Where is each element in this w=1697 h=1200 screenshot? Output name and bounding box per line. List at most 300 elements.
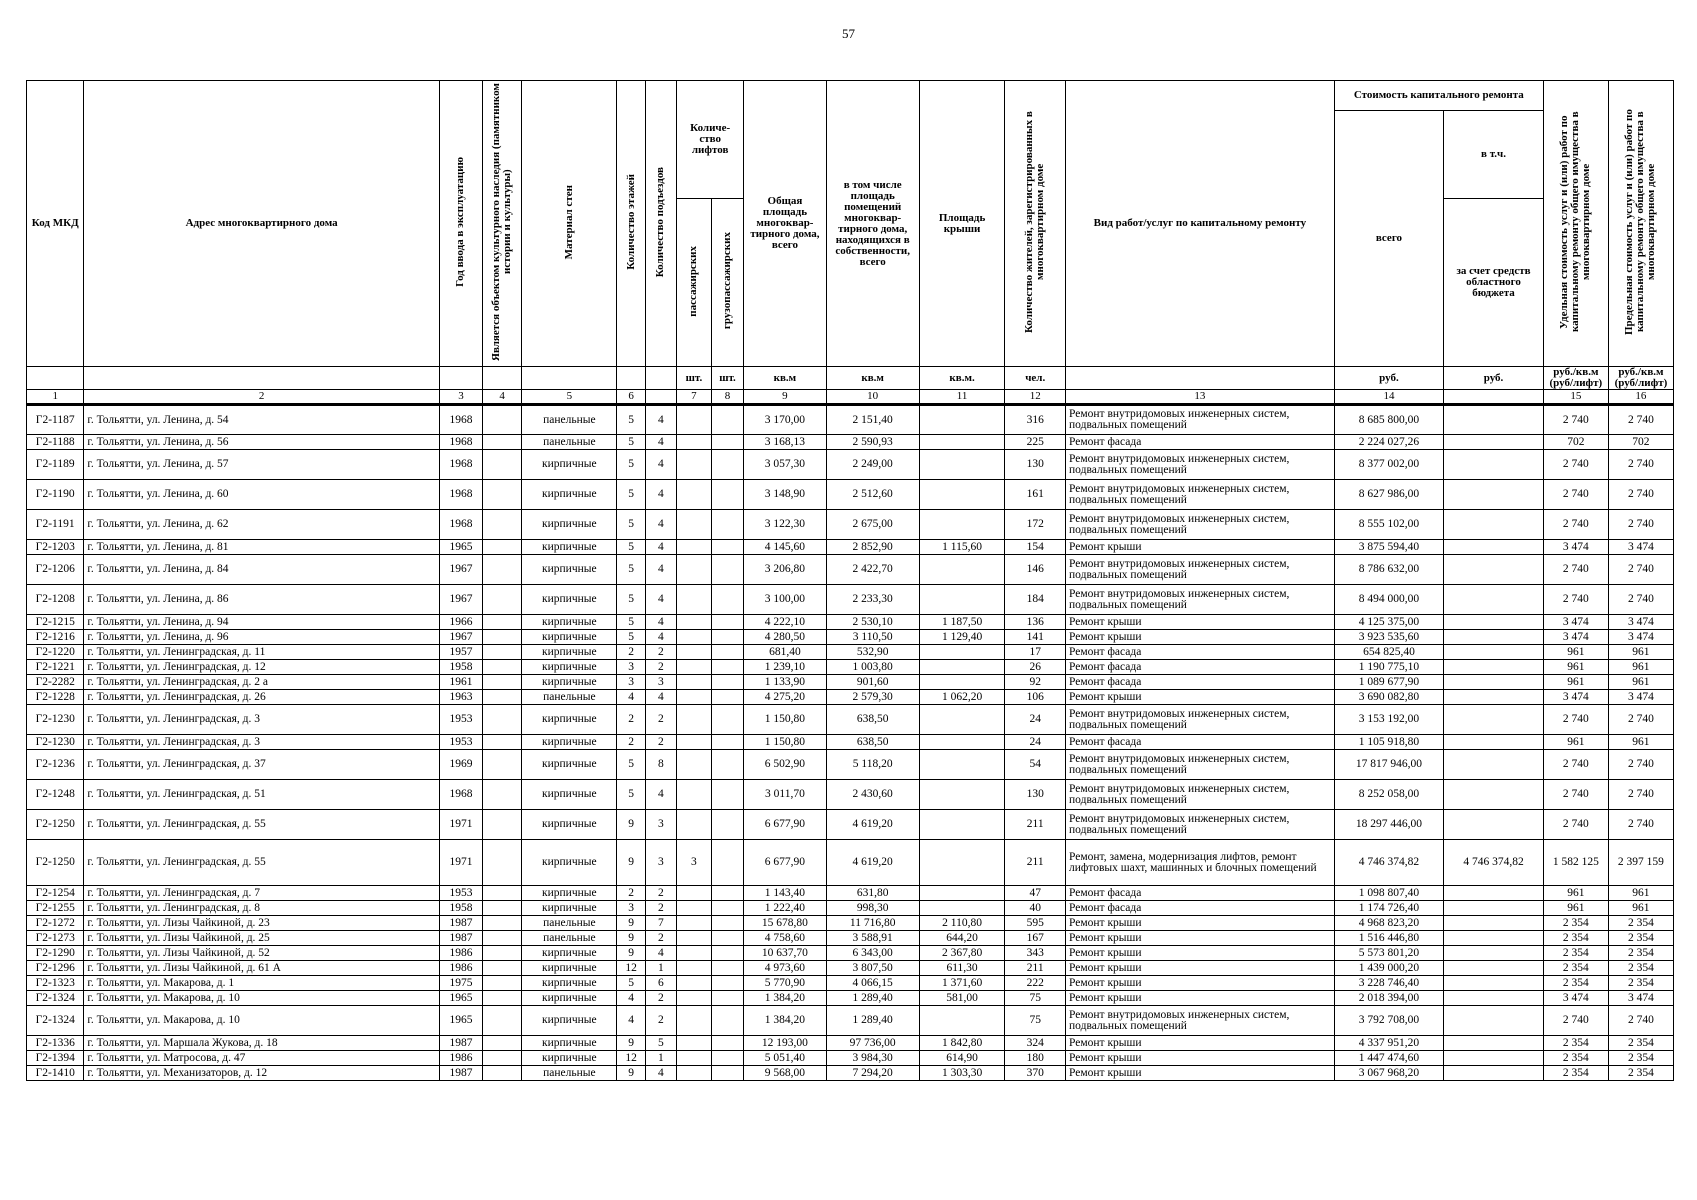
cell-heritage [483, 810, 522, 840]
cell-lifts-passenger [677, 690, 712, 705]
cell-cost-total: 8 377 002,00 [1334, 450, 1443, 480]
cell-cost-total: 1 439 000,20 [1334, 961, 1443, 976]
table-row [27, 1066, 1674, 1081]
cell-year: 1987 [439, 916, 482, 931]
cell-unit-cost: 702 [1543, 435, 1608, 450]
cell-area-total: 1 150,80 [744, 705, 826, 735]
cell-roof-area: 1 303,30 [919, 1066, 1005, 1081]
cell-lifts-passenger [677, 976, 712, 991]
cell-area-total: 1 150,80 [744, 735, 826, 750]
cell-lifts-passenger [677, 435, 712, 450]
cell-cost-regional [1444, 540, 1544, 555]
cell-walls: кирпичные [522, 901, 617, 916]
cell-work-type: Ремонт фасада [1066, 660, 1335, 675]
cell-area-owned: 631,80 [826, 886, 919, 901]
cell-residents: 54 [1005, 750, 1066, 780]
repair-register-table [26, 80, 1674, 1081]
cell-year: 1967 [439, 630, 482, 645]
cell-code: Г2-1394 [27, 1051, 84, 1066]
cell-entrances: 2 [645, 705, 676, 735]
cell-heritage [483, 615, 522, 630]
table-row [27, 931, 1674, 946]
cell-address: г. Тольятти, ул. Ленина, д. 84 [84, 555, 439, 585]
cell-area-total: 3 170,00 [744, 405, 826, 435]
cell-floors: 4 [617, 690, 645, 705]
cell-unit-cost: 2 740 [1543, 780, 1608, 810]
cell-unit-cost: 2 740 [1543, 450, 1608, 480]
cell-code: Г2-1216 [27, 630, 84, 645]
cell-roof-area [919, 585, 1005, 615]
cell-work-type: Ремонт крыши [1066, 615, 1335, 630]
table-row [27, 840, 1674, 886]
header-lifts-passenger: пассажирских [677, 199, 712, 367]
cell-walls: кирпичные [522, 585, 617, 615]
cell-heritage [483, 886, 522, 901]
cell-work-type: Ремонт фасада [1066, 675, 1335, 690]
unit-residents: чел. [1005, 367, 1066, 390]
cell-cost-total: 1 105 918,80 [1334, 735, 1443, 750]
cell-unit-cost: 961 [1543, 645, 1608, 660]
cell-area-owned: 3 110,50 [826, 630, 919, 645]
cell-cost-regional [1444, 675, 1544, 690]
cell-lifts-passenger [677, 780, 712, 810]
table-row [27, 555, 1674, 585]
cell-floors: 9 [617, 810, 645, 840]
cell-address: г. Тольятти, ул. Ленина, д. 62 [84, 510, 439, 540]
cell-roof-area: 1 115,60 [919, 540, 1005, 555]
cell-heritage [483, 645, 522, 660]
cell-address: г. Тольятти, ул. Ленинградская, д. 8 [84, 901, 439, 916]
cell-roof-area [919, 780, 1005, 810]
cell-entrances: 4 [645, 555, 676, 585]
cell-entrances: 4 [645, 615, 676, 630]
cell-roof-area [919, 405, 1005, 435]
cell-code: Г2-1324 [27, 1006, 84, 1036]
cell-lifts-passenger: 3 [677, 840, 712, 886]
column-number: 9 [744, 390, 826, 405]
cell-year: 1969 [439, 750, 482, 780]
cell-work-type: Ремонт крыши [1066, 1036, 1335, 1051]
cell-walls: панельные [522, 916, 617, 931]
cell-floors: 2 [617, 705, 645, 735]
cell-entrances: 4 [645, 540, 676, 555]
cell-limit-cost: 2 354 [1608, 916, 1673, 931]
cell-lifts-passenger [677, 946, 712, 961]
cell-code: Г2-1272 [27, 916, 84, 931]
cell-code: Г2-1323 [27, 976, 84, 991]
cell-unit-cost: 2 354 [1543, 946, 1608, 961]
unit-cell [439, 367, 482, 390]
header-year: Год ввода в эксплуатацию [439, 81, 482, 367]
cell-work-type: Ремонт внутридомовых инженерных систем, подвальных помещений [1066, 585, 1335, 615]
cell-area-total: 12 193,00 [744, 1036, 826, 1051]
cell-area-total: 4 145,60 [744, 540, 826, 555]
cell-year: 1975 [439, 976, 482, 991]
cell-work-type: Ремонт внутридомовых инженерных систем, подвальных помещений [1066, 750, 1335, 780]
cell-cost-total: 4 337 951,20 [1334, 1036, 1443, 1051]
cell-walls: кирпичные [522, 780, 617, 810]
cell-year: 1963 [439, 690, 482, 705]
cell-unit-cost: 2 740 [1543, 405, 1608, 435]
cell-heritage [483, 660, 522, 675]
unit-roof-area: кв.м. [919, 367, 1005, 390]
cell-lifts-cargo [711, 615, 744, 630]
cell-year: 1967 [439, 555, 482, 585]
table-row [27, 916, 1674, 931]
column-number [1444, 390, 1544, 405]
cell-heritage [483, 946, 522, 961]
cell-cost-total: 1 447 474,60 [1334, 1051, 1443, 1066]
cell-work-type: Ремонт внутридомовых инженерных систем, подвальных помещений [1066, 510, 1335, 540]
cell-limit-cost: 2 354 [1608, 931, 1673, 946]
cell-entrances: 2 [645, 735, 676, 750]
cell-entrances: 4 [645, 510, 676, 540]
cell-residents: 154 [1005, 540, 1066, 555]
cell-roof-area: 1 129,40 [919, 630, 1005, 645]
cell-roof-area: 611,30 [919, 961, 1005, 976]
cell-address: г. Тольятти, ул. Макарова, д. 1 [84, 976, 439, 991]
cell-lifts-cargo [711, 675, 744, 690]
cell-unit-cost: 1 582 125 [1543, 840, 1608, 886]
cell-residents: 211 [1005, 961, 1066, 976]
cell-residents: 26 [1005, 660, 1066, 675]
cell-walls: кирпичные [522, 976, 617, 991]
cell-roof-area [919, 510, 1005, 540]
cell-year: 1987 [439, 1036, 482, 1051]
cell-heritage [483, 435, 522, 450]
cell-unit-cost: 2 354 [1543, 1036, 1608, 1051]
cell-work-type: Ремонт крыши [1066, 540, 1335, 555]
table-body [27, 405, 1674, 1081]
header-unit-cost: Удельная стоимость услуг и (или) работ по капитальному ремонту общего имущества в многоквартирном доме [1543, 81, 1608, 367]
unit-cell [1066, 367, 1335, 390]
cell-floors: 9 [617, 1066, 645, 1081]
cell-limit-cost: 961 [1608, 660, 1673, 675]
cell-limit-cost: 2 740 [1608, 585, 1673, 615]
cell-limit-cost: 961 [1608, 675, 1673, 690]
cell-address: г. Тольятти, ул. Ленина, д. 57 [84, 450, 439, 480]
cell-roof-area: 2 367,80 [919, 946, 1005, 961]
cell-cost-regional: 4 746 374,82 [1444, 840, 1544, 886]
unit-cell [617, 367, 645, 390]
cell-roof-area [919, 735, 1005, 750]
cell-heritage [483, 750, 522, 780]
cell-work-type: Ремонт крыши [1066, 961, 1335, 976]
cell-floors: 2 [617, 886, 645, 901]
cell-cost-regional [1444, 405, 1544, 435]
cell-cost-total: 2 018 394,00 [1334, 991, 1443, 1006]
cell-code: Г2-1296 [27, 961, 84, 976]
cell-area-owned: 97 736,00 [826, 1036, 919, 1051]
cell-limit-cost: 2 740 [1608, 480, 1673, 510]
cell-unit-cost: 2 354 [1543, 1066, 1608, 1081]
cell-address: г. Тольятти, ул. Маршала Жукова, д. 18 [84, 1036, 439, 1051]
cell-area-total: 6 677,90 [744, 840, 826, 886]
cell-work-type: Ремонт внутридомовых инженерных систем, подвальных помещений [1066, 555, 1335, 585]
cell-residents: 161 [1005, 480, 1066, 510]
cell-entrances: 1 [645, 1051, 676, 1066]
cell-lifts-cargo [711, 435, 744, 450]
cell-area-owned: 1 289,40 [826, 1006, 919, 1036]
cell-year: 1968 [439, 450, 482, 480]
cell-code: Г2-1254 [27, 886, 84, 901]
header-floors: Количество этажей [617, 81, 645, 367]
cell-limit-cost: 2 354 [1608, 1066, 1673, 1081]
unit-lifts-passenger: шт. [677, 367, 712, 390]
cell-floors: 5 [617, 555, 645, 585]
cell-cost-regional [1444, 961, 1544, 976]
cell-cost-total: 1 089 677,90 [1334, 675, 1443, 690]
cell-work-type: Ремонт крыши [1066, 1066, 1335, 1081]
cell-walls: кирпичные [522, 645, 617, 660]
column-number: 6 [617, 390, 645, 405]
cell-area-total: 1 239,10 [744, 660, 826, 675]
cell-entrances: 1 [645, 961, 676, 976]
cell-entrances: 6 [645, 976, 676, 991]
cell-entrances: 7 [645, 916, 676, 931]
cell-year: 1968 [439, 510, 482, 540]
unit-cost-regional: руб. [1444, 367, 1544, 390]
cell-code: Г2-1230 [27, 735, 84, 750]
cell-address: г. Тольятти, ул. Ленина, д. 56 [84, 435, 439, 450]
cell-heritage [483, 931, 522, 946]
column-number: 7 [677, 390, 712, 405]
cell-entrances: 2 [645, 1006, 676, 1036]
cell-heritage [483, 1066, 522, 1081]
header-walls: Материал стен [522, 81, 617, 367]
cell-walls: кирпичные [522, 840, 617, 886]
cell-floors: 3 [617, 675, 645, 690]
cell-limit-cost: 3 474 [1608, 991, 1673, 1006]
cell-unit-cost: 3 474 [1543, 630, 1608, 645]
table-row [27, 705, 1674, 735]
cell-work-type: Ремонт внутридомовых инженерных систем, подвальных помещений [1066, 705, 1335, 735]
cell-address: г. Тольятти, ул. Ленинградская, д. 11 [84, 645, 439, 660]
cell-entrances: 2 [645, 886, 676, 901]
cell-walls: кирпичные [522, 750, 617, 780]
cell-lifts-cargo [711, 645, 744, 660]
header-entrances: Количество подъездов [645, 81, 676, 367]
unit-cell [645, 367, 676, 390]
cell-limit-cost: 3 474 [1608, 540, 1673, 555]
cell-entrances: 4 [645, 780, 676, 810]
cell-year: 1968 [439, 405, 482, 435]
cell-cost-regional [1444, 1066, 1544, 1081]
cell-code: Г2-1336 [27, 1036, 84, 1051]
cell-limit-cost: 2 740 [1608, 1006, 1673, 1036]
cell-lifts-passenger [677, 1006, 712, 1036]
cell-area-owned: 2 675,00 [826, 510, 919, 540]
cell-limit-cost: 2 354 [1608, 976, 1673, 991]
cell-work-type: Ремонт крыши [1066, 946, 1335, 961]
cell-entrances: 8 [645, 750, 676, 780]
cell-address: г. Тольятти, ул. Ленинградская, д. 2 а [84, 675, 439, 690]
cell-lifts-passenger [677, 886, 712, 901]
cell-code: Г2-1189 [27, 450, 84, 480]
cell-floors: 5 [617, 435, 645, 450]
cell-cost-regional [1444, 901, 1544, 916]
cell-floors: 5 [617, 405, 645, 435]
cell-residents: 141 [1005, 630, 1066, 645]
unit-unit-cost: руб./кв.м (руб/лифт) [1543, 367, 1608, 390]
cell-heritage [483, 961, 522, 976]
cell-address: г. Тольятти, ул. Ленина, д. 96 [84, 630, 439, 645]
cell-cost-total: 3 923 535,60 [1334, 630, 1443, 645]
cell-unit-cost: 961 [1543, 901, 1608, 916]
cell-entrances: 4 [645, 1066, 676, 1081]
column-numbers-row [27, 390, 1674, 405]
cell-heritage [483, 405, 522, 435]
cell-year: 1961 [439, 675, 482, 690]
cell-cost-regional [1444, 886, 1544, 901]
cell-lifts-passenger [677, 1036, 712, 1051]
unit-cell [522, 367, 617, 390]
header-address: Адрес многоквартирного дома [84, 81, 439, 367]
cell-limit-cost: 2 354 [1608, 961, 1673, 976]
unit-cost-total: руб. [1334, 367, 1443, 390]
cell-residents: 370 [1005, 1066, 1066, 1081]
cell-entrances: 2 [645, 645, 676, 660]
cell-roof-area: 1 187,50 [919, 615, 1005, 630]
cell-address: г. Тольятти, ул. Макарова, д. 10 [84, 1006, 439, 1036]
cell-area-total: 4 280,50 [744, 630, 826, 645]
cell-residents: 184 [1005, 585, 1066, 615]
cell-area-total: 6 677,90 [744, 810, 826, 840]
cell-cost-regional [1444, 946, 1544, 961]
cell-cost-total: 8 685 800,00 [1334, 405, 1443, 435]
cell-lifts-cargo [711, 450, 744, 480]
cell-cost-total: 8 627 986,00 [1334, 480, 1443, 510]
cell-address: г. Тольятти, ул. Ленинградская, д. 12 [84, 660, 439, 675]
cell-lifts-passenger [677, 660, 712, 675]
header-area-total: Общая площадь многоквар- тирного дома, всего [744, 81, 826, 367]
cell-lifts-cargo [711, 901, 744, 916]
cell-area-owned: 3 807,50 [826, 961, 919, 976]
cell-residents: 130 [1005, 450, 1066, 480]
cell-year: 1966 [439, 615, 482, 630]
cell-code: Г2-1206 [27, 555, 84, 585]
cell-lifts-cargo [711, 1051, 744, 1066]
cell-entrances: 2 [645, 660, 676, 675]
cell-lifts-passenger [677, 1066, 712, 1081]
cell-cost-regional [1444, 705, 1544, 735]
cell-roof-area [919, 660, 1005, 675]
cell-year: 1987 [439, 1066, 482, 1081]
cell-address: г. Тольятти, ул. Ленинградская, д. 3 [84, 705, 439, 735]
cell-lifts-cargo [711, 780, 744, 810]
cell-code: Г2-1236 [27, 750, 84, 780]
table-row [27, 1051, 1674, 1066]
cell-heritage [483, 840, 522, 886]
cell-walls: кирпичные [522, 810, 617, 840]
cell-year: 1971 [439, 810, 482, 840]
cell-address: г. Тольятти, ул. Ленина, д. 86 [84, 585, 439, 615]
cell-floors: 3 [617, 901, 645, 916]
cell-work-type: Ремонт крыши [1066, 931, 1335, 946]
cell-year: 1965 [439, 540, 482, 555]
cell-lifts-cargo [711, 931, 744, 946]
table-row [27, 540, 1674, 555]
cell-address: г. Тольятти, ул. Лизы Чайкиной, д. 23 [84, 916, 439, 931]
header-code: Код МКД [27, 81, 84, 367]
cell-area-total: 3 168,13 [744, 435, 826, 450]
cell-year: 1958 [439, 901, 482, 916]
cell-entrances: 5 [645, 1036, 676, 1051]
cell-roof-area: 581,00 [919, 991, 1005, 1006]
cell-limit-cost: 2 354 [1608, 946, 1673, 961]
cell-area-owned: 638,50 [826, 705, 919, 735]
cell-address: г. Тольятти, ул. Механизаторов, д. 12 [84, 1066, 439, 1081]
cell-lifts-passenger [677, 991, 712, 1006]
cell-floors: 5 [617, 630, 645, 645]
cell-residents: 167 [1005, 931, 1066, 946]
cell-cost-total: 1 174 726,40 [1334, 901, 1443, 916]
cell-area-owned: 4 066,15 [826, 976, 919, 991]
cell-lifts-passenger [677, 735, 712, 750]
cell-cost-total: 1 098 807,40 [1334, 886, 1443, 901]
cell-unit-cost: 3 474 [1543, 991, 1608, 1006]
header-area-owned: в том числе площадь помещений многоквар- тирного дома, находящихся в собственности, всего [826, 81, 919, 367]
cell-limit-cost: 2 740 [1608, 780, 1673, 810]
cell-roof-area [919, 675, 1005, 690]
cell-entrances: 2 [645, 901, 676, 916]
cell-lifts-passenger [677, 916, 712, 931]
column-number: 12 [1005, 390, 1066, 405]
cell-area-owned: 1 289,40 [826, 991, 919, 1006]
cell-walls: кирпичные [522, 615, 617, 630]
cell-cost-regional [1444, 450, 1544, 480]
cell-cost-regional [1444, 750, 1544, 780]
cell-lifts-passenger [677, 1051, 712, 1066]
cell-area-owned: 901,60 [826, 675, 919, 690]
cell-residents: 324 [1005, 1036, 1066, 1051]
cell-address: г. Тольятти, ул. Ленина, д. 94 [84, 615, 439, 630]
cell-roof-area [919, 480, 1005, 510]
cell-cost-total: 8 555 102,00 [1334, 510, 1443, 540]
cell-entrances: 4 [645, 630, 676, 645]
cell-heritage [483, 540, 522, 555]
cell-unit-cost: 2 740 [1543, 705, 1608, 735]
cell-area-owned: 3 984,30 [826, 1051, 919, 1066]
cell-lifts-passenger [677, 540, 712, 555]
cell-cost-total: 3 153 192,00 [1334, 705, 1443, 735]
column-number: 16 [1608, 390, 1673, 405]
cell-limit-cost: 2 740 [1608, 405, 1673, 435]
cell-cost-total: 4 746 374,82 [1334, 840, 1443, 886]
cell-unit-cost: 2 354 [1543, 931, 1608, 946]
cell-lifts-cargo [711, 735, 744, 750]
cell-limit-cost: 2 740 [1608, 510, 1673, 540]
cell-area-total: 3 206,80 [744, 555, 826, 585]
cell-floors: 12 [617, 961, 645, 976]
table-row [27, 735, 1674, 750]
cell-unit-cost: 3 474 [1543, 690, 1608, 705]
cell-walls: панельные [522, 435, 617, 450]
cell-limit-cost: 2 397 159 [1608, 840, 1673, 886]
cell-residents: 222 [1005, 976, 1066, 991]
cell-code: Г2-1324 [27, 991, 84, 1006]
cell-cost-regional [1444, 585, 1544, 615]
table-row [27, 991, 1674, 1006]
table-row [27, 435, 1674, 450]
cell-walls: кирпичные [522, 705, 617, 735]
header-lifts: Количе- ство лифтов [677, 81, 744, 199]
cell-heritage [483, 916, 522, 931]
cell-year: 1953 [439, 886, 482, 901]
cell-work-type: Ремонт крыши [1066, 991, 1335, 1006]
cell-code: Г2-1250 [27, 810, 84, 840]
cell-cost-regional [1444, 660, 1544, 675]
